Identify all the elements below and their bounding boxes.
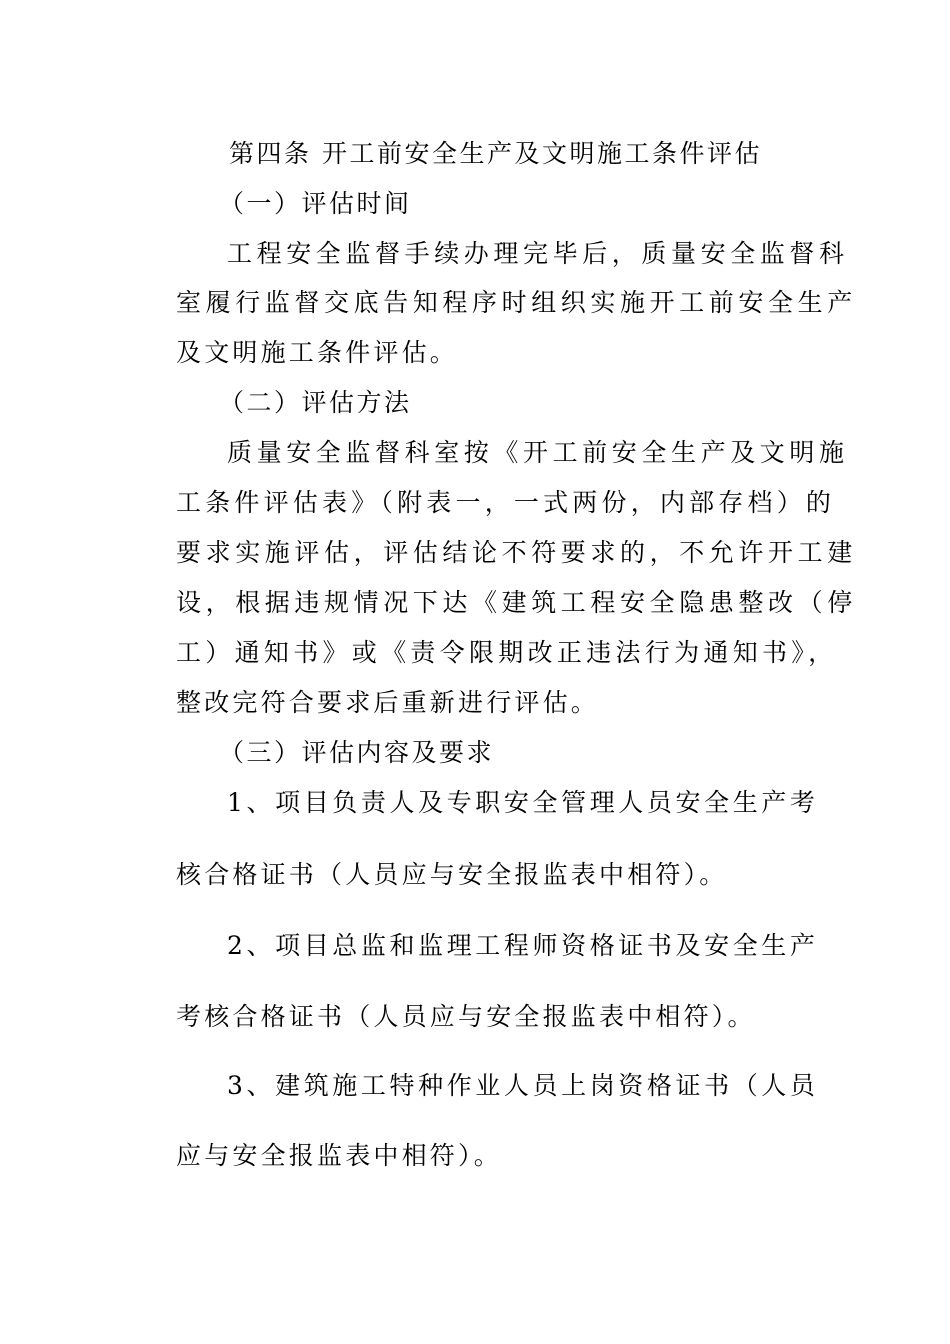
- list-item-line: 2、项目总监和监理工程师资格证书及安全生产: [227, 931, 819, 960]
- paragraph-line: 及文明施工条件评估。: [176, 338, 459, 367]
- paragraph-line: 设，根据违规情况下达《建筑工程安全隐患整改（停: [176, 588, 857, 617]
- section-heading-time: （一）评估时间: [219, 189, 412, 218]
- list-item-line: 核合格证书（人员应与安全报监表中相符）。: [176, 860, 728, 889]
- paragraph-line: 工）通知书》或《责令限期改正违法行为通知书》，: [176, 638, 838, 667]
- list-item-line: 应与安全报监表中相符）。: [176, 1141, 502, 1170]
- paragraph-line: 质量安全监督科室按《开工前安全生产及文明施: [227, 438, 849, 467]
- list-item-line: 3、建筑施工特种作业人员上岗资格证书（人员: [227, 1071, 819, 1100]
- paragraph-line: 工条件评估表》（附表一，一式两份，内部存档）的: [176, 488, 836, 517]
- section-heading-method: （二）评估方法: [219, 388, 412, 417]
- paragraph-line: 要求实施评估，评估结论不符要求的，不允许开工建: [176, 538, 857, 567]
- paragraph-line: 室履行监督交底告知程序时组织实施开工前安全生产: [176, 288, 857, 317]
- section-heading-content: （三）评估内容及要求: [219, 738, 495, 767]
- list-item-line: 1、项目负责人及专职安全管理人员安全生产考: [227, 788, 819, 817]
- paragraph-line: 整改完符合要求后重新进行评估。: [176, 688, 600, 717]
- list-item-line: 考核合格证书（人员应与安全报监表中相符）。: [176, 1002, 756, 1031]
- article-heading: 第四条 开工前安全生产及文明施工条件评估: [229, 139, 762, 168]
- paragraph-line: 工程安全监督手续办理完毕后，质量安全监督科: [227, 239, 849, 268]
